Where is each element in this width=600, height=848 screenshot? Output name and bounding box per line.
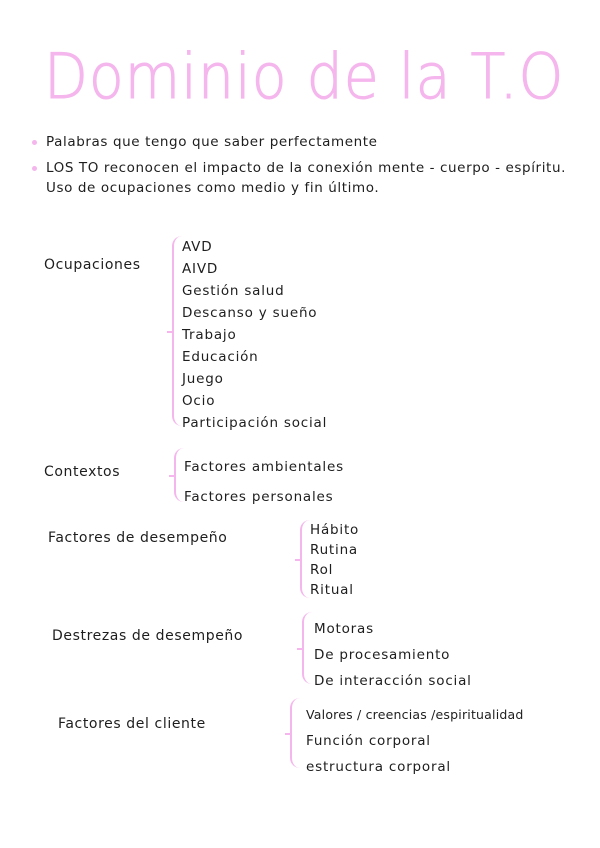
factores-desempeno-list <box>310 520 359 600</box>
list-item: Educación <box>182 349 259 365</box>
intro-bullets <box>30 132 590 204</box>
list-item: Función corporal <box>306 733 431 749</box>
list-item: Ocio <box>182 393 216 409</box>
list-item: AVD <box>182 239 213 255</box>
list-item: Factores ambientales <box>184 459 344 475</box>
list-item: estructura corporal <box>306 759 451 775</box>
list-item: Gestión salud <box>182 283 285 299</box>
list-item: Valores / creencias /espiritualidad <box>306 707 524 722</box>
brace-icon <box>300 520 310 598</box>
list-item: Motoras <box>314 621 374 637</box>
list-item: Rutina <box>310 542 359 558</box>
list-item: De interacción social <box>314 673 472 689</box>
list-item: De procesamiento <box>314 647 451 663</box>
bullet-item <box>30 132 590 152</box>
list-item: Descanso y sueño <box>182 305 318 321</box>
bullet-dot-icon <box>32 166 37 171</box>
list-item: Participación social <box>182 415 328 431</box>
ocupaciones-list <box>182 236 327 434</box>
bullet-text: Palabras que tengo que saber perfectamente <box>46 134 378 150</box>
list-item: Juego <box>182 371 224 387</box>
list-item: Factores personales <box>184 489 334 505</box>
brace-icon <box>172 236 182 426</box>
bullet-text: LOS TO reconocen el impacto de la conexión mente - cuerpo - espíritu. Uso de ocupaciones como medio y fin último. <box>46 160 566 196</box>
bullet-dot-icon <box>32 140 37 145</box>
group-label-destrezas-desempeno: Destrezas de desempeño <box>52 628 244 644</box>
destrezas-desempeno-list <box>314 616 472 694</box>
bullet-item <box>30 158 590 198</box>
brace-icon <box>302 612 312 684</box>
group-label-contextos: Contextos <box>44 464 121 480</box>
list-item: Ritual <box>310 582 354 598</box>
page-title: Dominio de la T.O <box>44 40 565 113</box>
list-item: Hábito <box>310 522 360 538</box>
group-label-ocupaciones: Ocupaciones <box>44 257 141 273</box>
factores-cliente-list <box>306 702 524 780</box>
group-label-factores-cliente: Factores del cliente <box>58 716 206 732</box>
list-item: Trabajo <box>182 327 237 343</box>
group-label-factores-desempeno: Factores de desempeño <box>48 530 228 546</box>
list-item: Rol <box>310 562 334 578</box>
brace-icon <box>174 448 184 502</box>
list-item: AIVD <box>182 261 219 277</box>
brace-icon <box>290 698 300 768</box>
contextos-list <box>184 452 344 512</box>
